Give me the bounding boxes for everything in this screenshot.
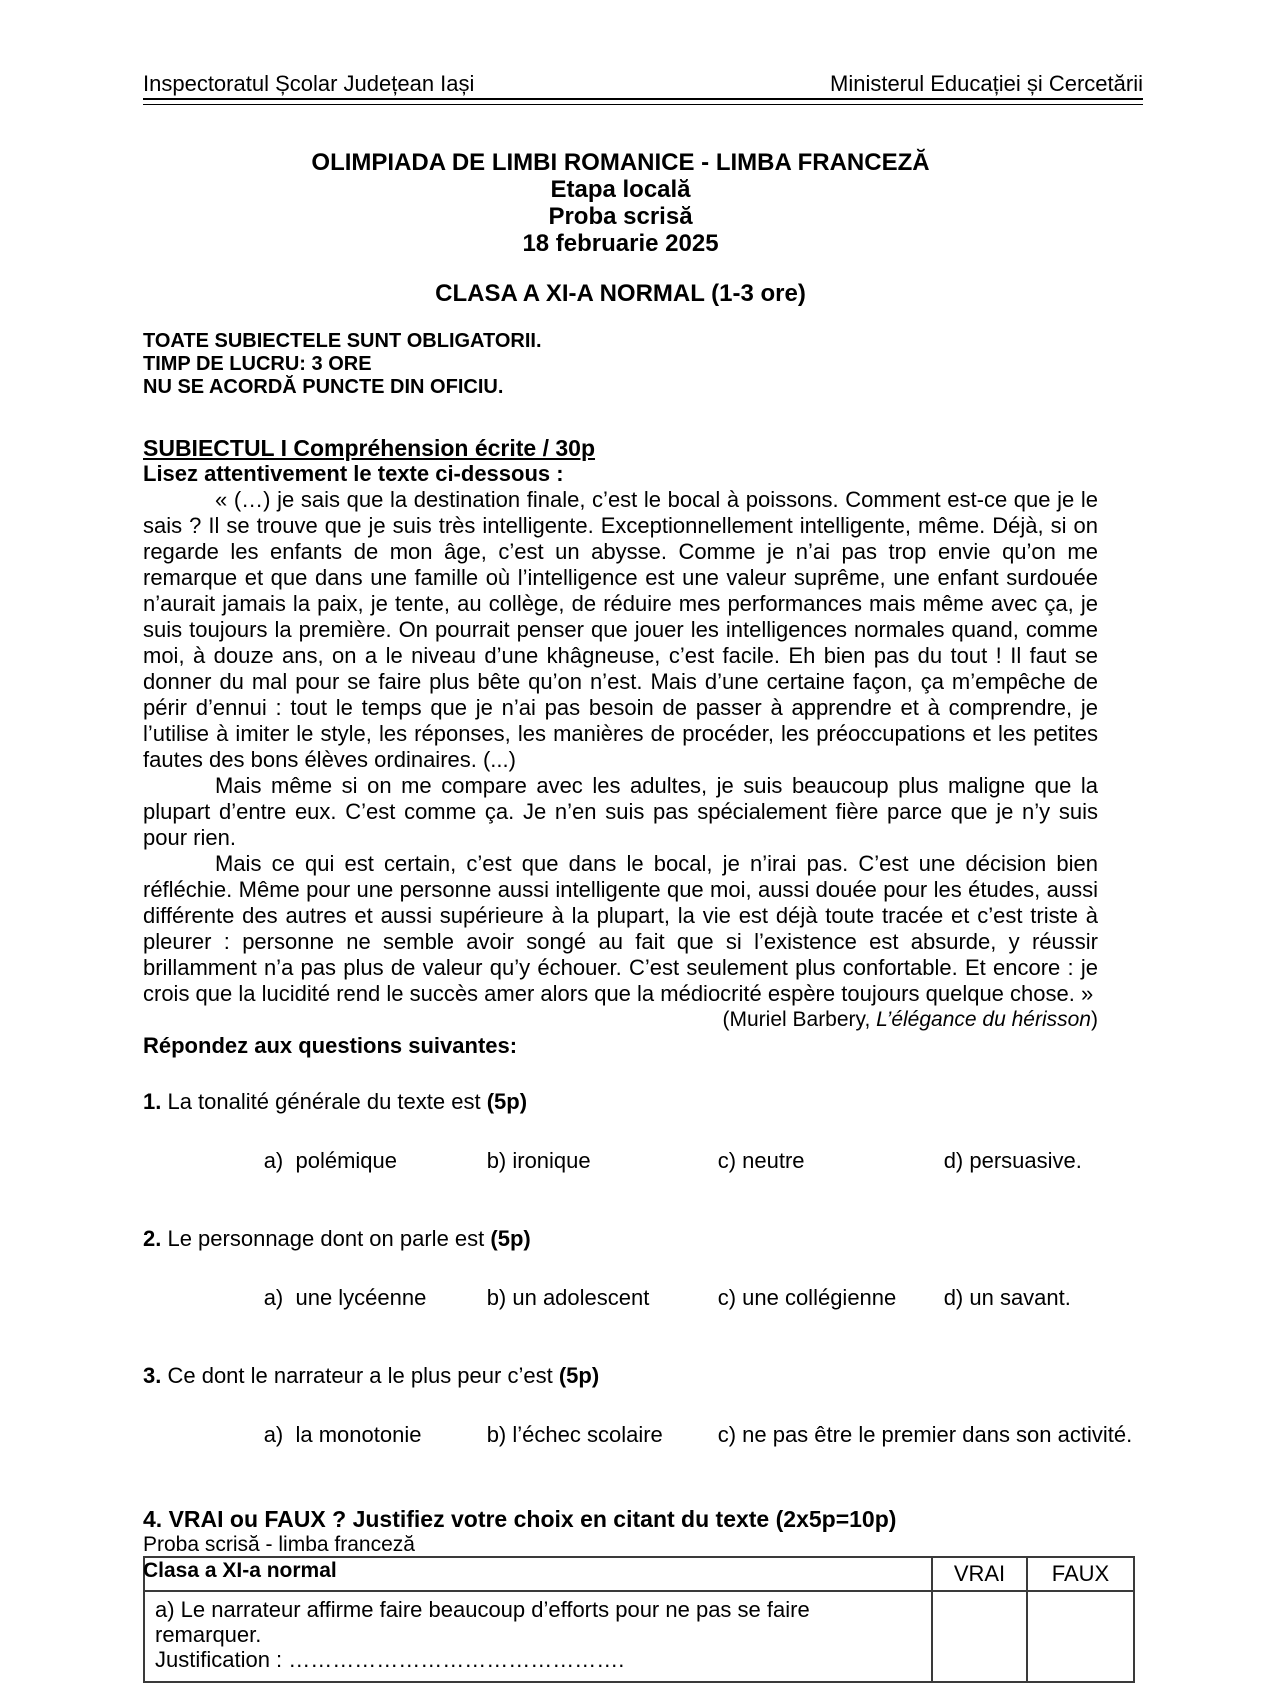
class-heading: CLASA A XI-A NORMAL (1-3 ore) <box>435 280 806 307</box>
question-1-text: 1. La tonalité générale du texte est (5p) <box>143 1089 528 1114</box>
olympiad-title: OLIMPIADA DE LIMBI ROMANICE - LIMBA FRANCEZĂ <box>311 149 930 176</box>
subject-1-heading: SUBIECTUL I Compréhension écrite / 30p <box>143 435 596 461</box>
option-c: c) une collégienne <box>717 1285 897 1310</box>
mandatory-instruction: TOATE SUBIECTELE SUNT OBLIGATORII. <box>143 330 542 352</box>
question-2-text: 2. Le personnage dont on parle est (5p) <box>143 1226 531 1251</box>
option-d: d) un savant. <box>943 1285 1071 1310</box>
question-4-heading: 4. VRAI ou FAUX ? Justifiez votre choix en citant du texte (2x5p=10p) <box>143 1506 897 1532</box>
reading-text <box>143 487 1098 1033</box>
statement-cell <box>144 1591 932 1682</box>
option-d: d) persuasive. <box>943 1148 1082 1173</box>
option-b: b) un adolescent <box>486 1285 650 1310</box>
header-divider <box>143 100 1143 105</box>
option-c: c) neutre <box>717 1148 805 1173</box>
faux-header-cell: FAUX <box>1027 1557 1134 1591</box>
statement-text: a) Le narrateur affirme faire beaucoup d’efforts pour ne pas se faire remarquer. <box>155 1597 810 1647</box>
header-right-institution: Ministerul Educației și Cercetării <box>830 71 1143 96</box>
option-b: b) ironique <box>486 1148 591 1173</box>
question-2 <box>143 1226 1275 1337</box>
option-a: a) la monotonie <box>263 1422 422 1447</box>
title-block <box>143 149 1098 257</box>
option-b: b) l’échec scolaire <box>486 1422 663 1447</box>
faux-answer-cell <box>1027 1591 1134 1682</box>
question-3-text: 3. Ce dont le narrateur a le plus peur c’est (5p) <box>143 1363 600 1388</box>
questions-intro: Répondez aux questions suivantes: <box>143 1033 518 1058</box>
work-title: L’élégance du hérisson <box>876 1008 1091 1031</box>
vrai-answer-cell <box>932 1591 1027 1682</box>
exam-type-line: Proba scrisă <box>548 203 693 230</box>
footer-exam-type: Proba scrisă - limba franceză <box>143 1533 415 1556</box>
time-instruction: TIMP DE LUCRU: 3 ORE <box>143 353 372 375</box>
question-2-options <box>143 1259 1275 1337</box>
option-c: c) ne pas être le premier dans son activité. <box>717 1422 1133 1447</box>
header-left-institution: Inspectoratul Școlar Județean Iași <box>143 71 475 96</box>
question-3-options <box>143 1396 1275 1474</box>
table-row <box>144 1591 1134 1682</box>
reading-instruction: Lisez attentivement le texte ci-dessous : <box>143 461 564 486</box>
no-default-points-instruction: NU SE ACORDĂ PUNCTE DIN OFICIU. <box>143 376 504 398</box>
general-instructions <box>143 330 1275 399</box>
question-1 <box>143 1089 1275 1200</box>
option-a: a) une lycéenne <box>263 1285 427 1310</box>
question-1-options <box>143 1122 1275 1200</box>
text-paragraph-2: Mais même si on me compare avec les adultes, je suis beaucoup plus maligne que la plupart d’entre eux. C’est comme ça. Je n’en suis pas spécialement fière parce que je n’y suis pour rien. <box>143 773 1098 850</box>
text-paragraph-1: « (…) je sais que la destination finale, c’est le bocal à poissons. Comment est-ce que je le sais ? Il se trouve que je suis très intelligente. Exceptionnellement intelligente, même. Déjà, si on regarde les enfants de mon âge, c’est un abysse. Comme je n’ai pas trop envie qu’on me remarque et que dans une famille où l’intelligence est une valeur suprême, une enfant surdouée n’aurait jamais la paix, je tente, au collège, de réduire mes performances mais même avec ça, je suis toujours la première. On pourrait penser que jouer les intelligences normales quand, comme moi, à douze ans, on a le niveau d’une khâgneuse, c’est facile. Eh bien pas du tout ! Il faut se donner du mal pour se faire plus bête qu’on n’est. Mais d’une certaine façon, ça m’empêche de périr d’ennui : tout le temps que je n’ai pas besoin de passer à apprendre et à comprendre, je l’utilise à imiter le style, les réponses, les manières de procéder, les préoccupations et les petites fautes des bons élèves ordinaires. (...) <box>143 487 1098 772</box>
question-3 <box>143 1363 1275 1474</box>
attribution: (Muriel Barbery, L’élégance du hérisson) <box>722 1008 1098 1031</box>
page-header <box>143 72 1143 100</box>
stage-line: Etapa locală <box>550 176 691 203</box>
footer-class: Clasa a XI-a normal <box>143 1559 337 1582</box>
text-paragraph-3: Mais ce qui est certain, c’est que dans le bocal, je n’irai pas. C’est une décision bien réfléchie. Même pour une personne aussi intelligente que moi, aussi douée pour les études, aussi différente des autres et aussi supérieure à la plupart, la vie est déjà toute tracée et c’est triste à pleurer : personne ne semble avoir songé au fait que si l’existence est absurde, y réussir brillamment n’a pas plus de valeur qu’y échouer. C’est seulement plus confortable. Et encore : je crois que la lucidité rend le succès amer alors que la médiocrité espère toujours quelque chose. » <box>143 851 1098 1006</box>
date-line: 18 februarie 2025 <box>522 230 719 257</box>
option-a: a) polémique <box>263 1148 397 1173</box>
vrai-header-cell: VRAI <box>932 1557 1027 1591</box>
justification-line: Justification : ………………………………………. <box>155 1647 625 1672</box>
page-footer <box>143 1532 415 1584</box>
